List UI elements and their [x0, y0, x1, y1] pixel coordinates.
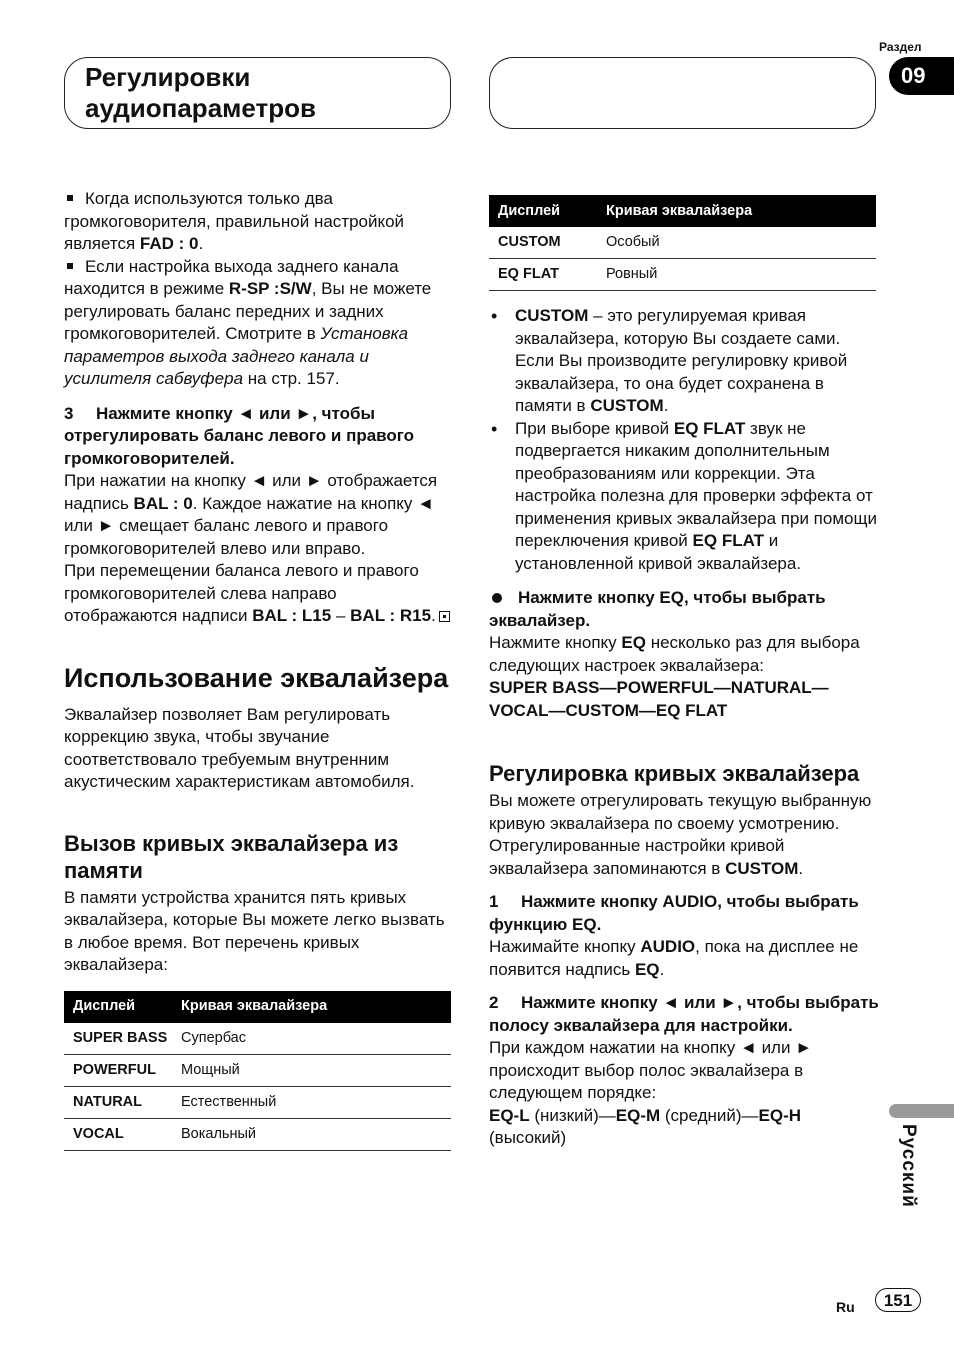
step-body: Нажмите кнопку EQ несколько раз для выбора следующих настроек эквалайзера: [489, 633, 860, 675]
end-mark-icon [439, 611, 450, 622]
section-heading: Использование эквалайзера [64, 662, 449, 693]
curve-cell: Особый [597, 227, 876, 259]
curve-cell: Мощный [172, 1054, 451, 1086]
language-tab [889, 1104, 954, 1118]
table-row [489, 227, 876, 259]
curve-cell: Супербас [172, 1023, 451, 1055]
note-bullet: Когда используются только два громкоговорителя, правильной настройкой является FAD : 0. [64, 189, 405, 253]
band-sequence: EQ-L (низкий)—EQ-M (средний)—EQ-H (высокий) [489, 1105, 802, 1147]
curve-cell: Вокальный [172, 1118, 451, 1150]
step-heading: 2 Нажмите кнопку ◄ или ►, чтобы выбрать полосу эквалайзера для настройки. [489, 993, 879, 1035]
list-item: • CUSTOM – это регулируемая кривая эквалайзера, которую Вы создаете сами. Если Вы производите регулировку кривой эквалайзера, то она будет сохранена в памяти в CUSTOM. [489, 305, 879, 418]
step-body: При каждом нажатии на кнопку ◄ или ► происходит выбор полос эквалайзера в следующем порядке: [489, 1038, 813, 1102]
table-row [64, 1118, 451, 1150]
cross-reference: Установка параметров выхода заднего канала и усилителя сабвуфера [64, 324, 409, 388]
eq-curves-table [64, 991, 451, 1151]
section-title: Регулировки аудиопараметров [85, 62, 316, 123]
column-header: Дисплей [489, 195, 597, 227]
language-code: Ru [836, 1299, 855, 1315]
step-body: Нажимайте кнопку AUDIO, пока на дисплее не появится надпись EQ. [489, 937, 859, 979]
eq-sequence: SUPER BASS—POWERFUL—NATURAL—VOCAL—CUSTOM—EQ FLAT [489, 678, 829, 720]
section-header-box [64, 57, 451, 129]
list-item: • При выборе кривой EQ FLAT звук не подвергается никаким дополнительным преобразованиям или коррекции. Эта настройка полезна для проверки эффекта от применения кривых эквалайзера при помощи переключения кривой EQ FLAT и установленной кривой эквалайзера. [489, 418, 879, 576]
curve-cell: Ровный [597, 259, 876, 291]
display-cell: CUSTOM [489, 227, 597, 259]
display-cell: NATURAL [64, 1086, 172, 1118]
table-row [64, 1086, 451, 1118]
eq-curves-table-cont [489, 195, 876, 291]
column-header: Дисплей [64, 991, 172, 1023]
section-label: Раздел [879, 40, 922, 54]
note-bullet: Если настройка выхода заднего канала находится в режиме R-SP :S/W, Вы не можете регулировать баланс передних и задних громкоговорителей. Смотрите в Установка параметров выхода заднего канала и усилителя сабвуфера на стр. 157. [64, 256, 432, 388]
display-cell: SUPER BASS [64, 1023, 172, 1055]
intro-paragraph: Эквалайзер позволяет Вам регулировать коррекцию звука, чтобы звучание соответствовало требуемым внутренним акустическим характеристикам автомобиля. [64, 704, 415, 791]
left-column [64, 188, 454, 1151]
display-cell: VOCAL [64, 1118, 172, 1150]
table-row [64, 1054, 451, 1086]
table-header-row [489, 195, 876, 227]
header-empty-box [489, 57, 876, 129]
page-number: 151 [875, 1288, 921, 1312]
table-row [489, 259, 876, 291]
right-column [489, 195, 879, 1150]
subsection-heading: Вызов кривых эквалайзера из памяти [64, 830, 399, 883]
step-heading: 3 Нажмите кнопку ◄ или ►, чтобы отрегулировать баланс левого и правого громкоговорителей. [64, 403, 415, 468]
step-body: При перемещении баланса левого и правого громкоговорителей слева направо отображаются надписи BAL : L15 – BAL : R15. [64, 560, 454, 628]
square-bullet-icon [67, 263, 73, 269]
curve-cell: Естественный [172, 1086, 451, 1118]
table-row [64, 1023, 451, 1055]
section-number-tab: 09 [889, 57, 954, 95]
language-label: Русский [898, 1124, 919, 1208]
table-header-row [64, 991, 451, 1023]
step-heading: Нажмите кнопку EQ, чтобы выбрать эквалайзер. [489, 588, 826, 630]
display-cell: POWERFUL [64, 1054, 172, 1086]
circle-bullet-icon [492, 593, 502, 603]
column-header: Кривая эквалайзера [172, 991, 451, 1023]
square-bullet-icon [67, 195, 73, 201]
notes-list [489, 305, 879, 575]
column-header: Кривая эквалайзера [597, 195, 876, 227]
display-cell: EQ FLAT [489, 259, 597, 291]
step-body: При нажатии на кнопку ◄ или ► отображается надпись BAL : 0. Каждое нажатие на кнопку ◄ или ► смещает баланс левого и правого громкоговорителей влево или вправо. [64, 471, 438, 558]
recall-paragraph: В памяти устройства хранится пять кривых эквалайзера, которые Вы можете легко вызвать в любое время. Вот перечень кривых эквалайзера: [64, 887, 445, 974]
adjust-paragraph: Вы можете отрегулировать текущую выбранную кривую эквалайзера по своему усмотрению. Отрегулированные настройки кривой эквалайзера запоминаются в CUSTOM. [489, 791, 872, 878]
subsection-heading: Регулировка кривых эквалайзера [489, 761, 860, 786]
step-heading: 1 Нажмите кнопку AUDIO, чтобы выбрать функцию EQ. [489, 892, 859, 934]
